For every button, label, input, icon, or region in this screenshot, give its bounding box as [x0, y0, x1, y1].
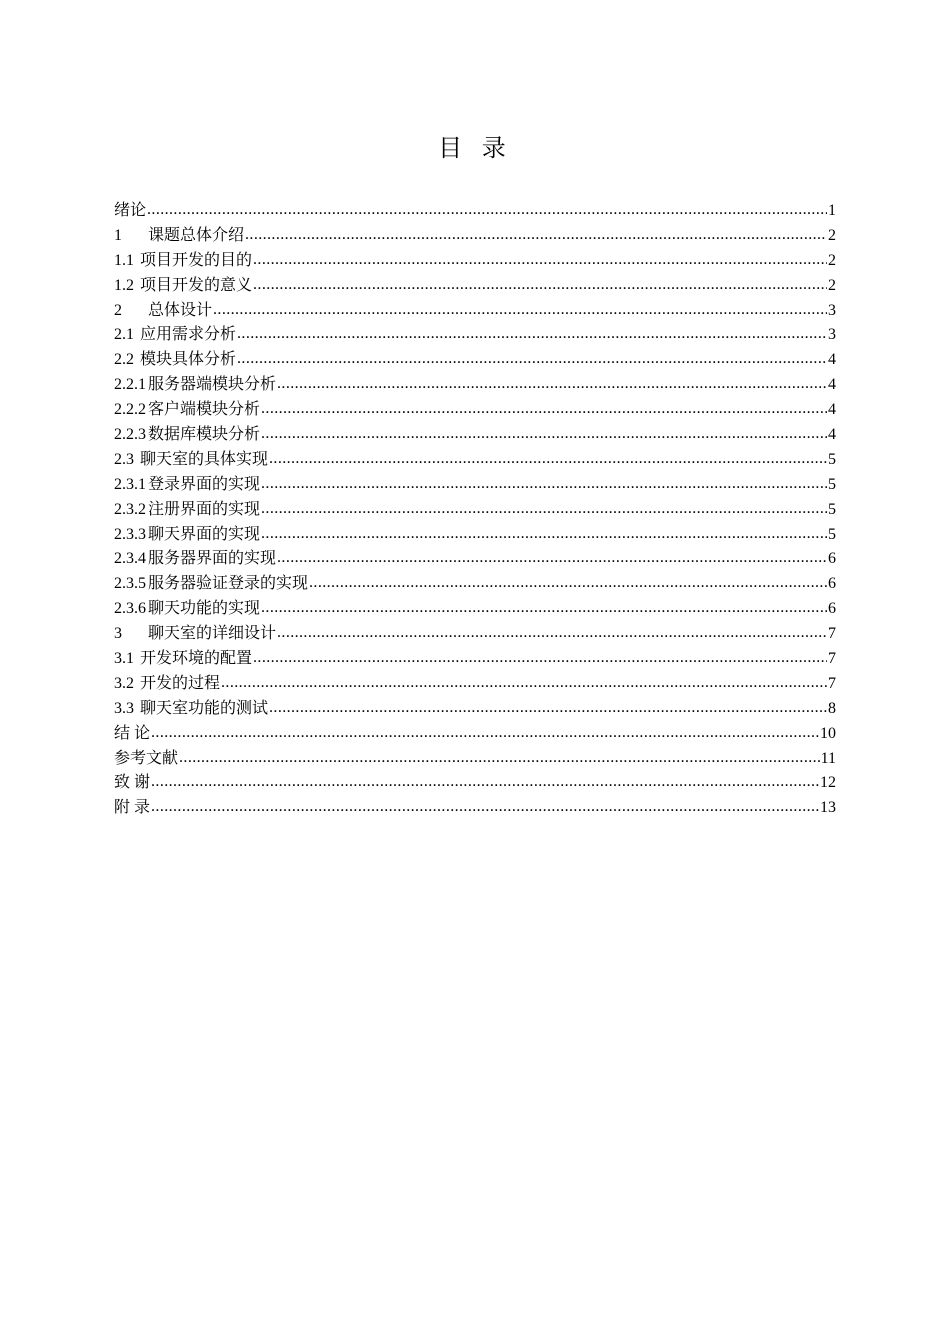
toc-entry-label: 注册界面的实现 [148, 500, 261, 518]
toc-entry-label: 应用需求分析 [140, 326, 237, 344]
toc-entry-number: 2.2.2 [114, 401, 146, 419]
toc-entry[interactable] [114, 622, 836, 647]
toc-entry-label: 结 论 [114, 724, 151, 742]
toc-entry-number: 3.3 [114, 699, 134, 717]
toc-entry[interactable] [114, 348, 836, 373]
toc-entry[interactable] [114, 274, 836, 299]
toc-dot-leader [237, 347, 827, 372]
toc-entry-page-number: 6 [828, 550, 836, 568]
toc-entry-number: 2.3.5 [114, 575, 146, 593]
toc-entry-label: 附 录 [114, 799, 151, 817]
toc-entry-number: 2 [114, 301, 122, 319]
toc-dot-leader [151, 721, 819, 746]
toc-entry-number: 3 [114, 625, 122, 643]
toc-dot-leader [151, 795, 819, 820]
toc-dot-leader [253, 273, 827, 298]
toc-entry-page-number: 2 [828, 276, 836, 294]
toc-entry-label: 登录界面的实现 [148, 475, 261, 493]
toc-entry-label: 总体设计 [148, 301, 213, 319]
toc-entry[interactable] [114, 547, 836, 572]
toc-entry[interactable] [114, 796, 836, 821]
toc-entry-number: 2.3 [114, 450, 134, 468]
toc-entry-number: 2.3.2 [114, 500, 146, 518]
toc-dot-leader [277, 372, 827, 397]
toc-entry-number: 2.2.1 [114, 376, 146, 394]
toc-dot-leader [309, 571, 827, 596]
toc-entry[interactable] [114, 448, 836, 473]
toc-entry[interactable] [114, 697, 836, 722]
toc-entry-page-number: 7 [828, 674, 836, 692]
toc-entry-page-number: 2 [828, 226, 836, 244]
toc-entry-label: 客户端模块分析 [148, 401, 261, 419]
toc-entry-label: 服务器界面的实现 [148, 550, 277, 568]
toc-entry-label: 项目开发的目的 [140, 251, 253, 269]
toc-entry-label: 数据库模块分析 [148, 426, 261, 444]
toc-entry[interactable] [114, 597, 836, 622]
toc-entry-number: 2.3.3 [114, 525, 146, 543]
toc-entry-page-number: 4 [828, 351, 836, 369]
toc-entry-page-number: 3 [828, 301, 836, 319]
toc-entry-number: 1 [114, 226, 122, 244]
toc-dot-leader [261, 422, 827, 447]
toc-entry[interactable] [114, 672, 836, 697]
toc-entry[interactable] [114, 771, 836, 796]
toc-entry-number: 1.2 [114, 276, 134, 294]
toc-entry-page-number: 13 [820, 799, 836, 817]
toc-entry-page-number: 11 [820, 749, 836, 767]
toc-entry-label: 服务器验证登录的实现 [148, 575, 309, 593]
toc-entry-page-number: 7 [828, 650, 836, 668]
toc-dot-leader [151, 770, 819, 795]
toc-dot-leader [269, 696, 827, 721]
toc-entry[interactable] [114, 423, 836, 448]
toc-entry-label: 聊天室的具体实现 [140, 450, 269, 468]
toc-entry-label: 聊天室的详细设计 [148, 625, 277, 643]
toc-dot-leader [179, 746, 820, 771]
toc-entry-label: 绪论 [114, 202, 147, 219]
toc-entry-label: 聊天界面的实现 [148, 525, 261, 543]
toc-entry-label: 项目开发的意义 [140, 276, 253, 294]
toc-dot-leader [269, 447, 827, 472]
toc-dot-leader [245, 223, 827, 248]
toc-entry-page-number: 5 [828, 525, 836, 543]
toc-entry-page-number: 10 [820, 724, 836, 742]
toc-list [114, 199, 836, 821]
toc-entry[interactable] [114, 398, 836, 423]
toc-dot-leader [147, 198, 827, 223]
toc-entry[interactable] [114, 323, 836, 348]
toc-entry-page-number: 4 [828, 401, 836, 419]
toc-entry[interactable] [114, 473, 836, 498]
toc-entry[interactable] [114, 199, 836, 224]
toc-dot-leader [253, 248, 827, 273]
toc-dot-leader [261, 596, 827, 621]
toc-entry[interactable] [114, 647, 836, 672]
toc-entry[interactable] [114, 249, 836, 274]
toc-entry-label: 聊天功能的实现 [148, 600, 261, 618]
toc-entry-label: 课题总体介绍 [148, 226, 245, 244]
toc-entry-page-number: 2 [828, 251, 836, 269]
toc-entry-page-number: 5 [828, 450, 836, 468]
toc-title: 目 录 [438, 134, 512, 162]
toc-entry-label: 致 谢 [114, 774, 151, 792]
toc-entry-label: 开发环境的配置 [140, 650, 253, 668]
toc-dot-leader [213, 298, 827, 323]
toc-dot-leader [221, 671, 827, 696]
toc-dot-leader [261, 497, 827, 522]
toc-entry[interactable] [114, 373, 836, 398]
toc-entry-page-number: 4 [828, 376, 836, 394]
toc-entry-label: 服务器端模块分析 [148, 376, 277, 394]
toc-entry-page-number: 1 [828, 202, 836, 219]
toc-entry-page-number: 8 [828, 699, 836, 717]
toc-entry-number: 3.1 [114, 650, 134, 668]
toc-entry-page-number: 3 [828, 326, 836, 344]
toc-entry-number: 2.3.6 [114, 600, 146, 618]
toc-entry[interactable] [114, 747, 836, 772]
toc-entry-label: 开发的过程 [140, 674, 221, 692]
toc-entry-number: 1.1 [114, 251, 134, 269]
toc-entry-number: 2.2 [114, 351, 134, 369]
toc-dot-leader [253, 646, 827, 671]
toc-entry-number: 2.3.4 [114, 550, 146, 568]
toc-entry-label: 模块具体分析 [140, 351, 237, 369]
toc-entry-number: 2.3.1 [114, 475, 146, 493]
toc-dot-leader [261, 472, 827, 497]
toc-dot-leader [277, 546, 827, 571]
toc-entry-page-number: 6 [828, 600, 836, 618]
toc-entry-page-number: 5 [828, 475, 836, 493]
toc-dot-leader [237, 322, 827, 347]
toc-entry[interactable] [114, 498, 836, 523]
toc-entry-page-number: 4 [828, 426, 836, 444]
toc-entry-number: 3.2 [114, 674, 134, 692]
toc-entry-label: 聊天室功能的测试 [140, 699, 269, 717]
toc-entry-page-number: 12 [820, 774, 836, 792]
toc-entry-label: 参考文献 [114, 749, 179, 767]
toc-entry-page-number: 7 [828, 625, 836, 643]
toc-entry[interactable] [114, 299, 836, 324]
toc-entry-page-number: 6 [828, 575, 836, 593]
toc-entry[interactable] [114, 224, 836, 249]
toc-dot-leader [261, 397, 827, 422]
toc-entry-number: 2.2.3 [114, 426, 146, 444]
toc-entry-number: 2.1 [114, 326, 134, 344]
toc-entry-page-number: 5 [828, 500, 836, 518]
toc-entry[interactable] [114, 722, 836, 747]
toc-dot-leader [261, 522, 827, 547]
toc-entry[interactable] [114, 523, 836, 548]
toc-dot-leader [277, 621, 827, 646]
toc-entry[interactable] [114, 572, 836, 597]
